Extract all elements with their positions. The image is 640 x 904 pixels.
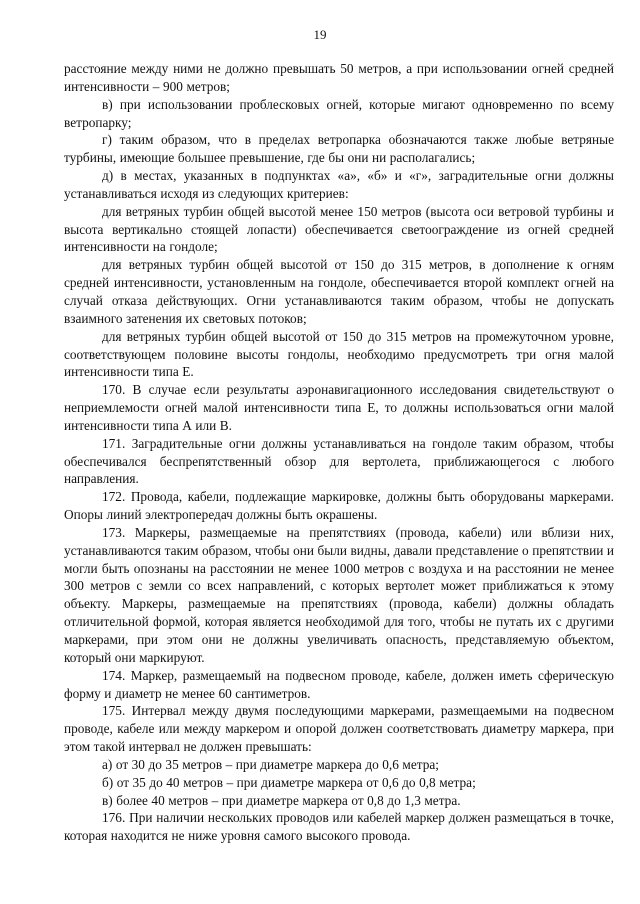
paragraph: расстояние между ними не должно превышать 50 метров, а при использовании огней средней интенсивности – 900 метров; — [64, 61, 614, 94]
list-item-a: а) от 30 до 35 метров – при диаметре маркера до 0,6 метра; — [102, 756, 439, 772]
paragraph-176: 176. При наличии нескольких проводов или кабелей маркер должен размещаться в точке, которая находится не ниже уровня самого высокого провода. — [64, 810, 614, 844]
paragraph-172: 172. Провода, кабели, подлежащие маркировке, должны быть оборудованы маркерами. Опоры линий электропередач должны быть окрашены. — [64, 489, 614, 523]
paragraph-171: 171. Заградительные огни должны устанавливаться на гондоле таким образом, чтобы обеспечивался беспрепятственный обзор для вертолета, приближающегося с любого направления. — [64, 435, 614, 487]
paragraph: для ветряных турбин общей высотой менее 150 метров (высота оси ветровой турбины и высота вертикально стоящей лопасти) обеспечивается светоограждение из огней средней интенсивности на гондоле; — [64, 203, 614, 255]
paragraph-173: 173. Маркеры, размещаемые на препятствиях (провода, кабели) или вблизи них, устанавливаются таким образом, чтобы они были видны, давали представление о препятствии и могли быть опознаны на расстоянии не менее 1000 метров с воздуха и на расстоянии не менее 300 метров с земли со всех направлений, с которых вертолет может приближаться к этому объекту. Маркеры, размещаемые на препятствиях (провода, кабели) должны обладать отличительной формой, которая является необходимой для того, чтобы не путать их с другими маркерами, при этом они не должны увеличивать опасность, представляемую объектом, который они маркируют. — [64, 524, 614, 665]
paragraph-170: 170. В случае если результаты аэронавигационного исследования свидетельствуют о неприемлемости огней малой интенсивности типа Е, то должны использоваться огни малой интенсивности типа А или В. — [64, 382, 614, 433]
paragraph-174: 174. Маркер, размещаемый на подвесном проводе, кабеле, должен иметь сферическую форму и диаметр не менее 60 сантиметров. — [64, 667, 614, 701]
paragraph: для ветряных турбин общей высотой от 150 до 315 метров на промежуточном уровне, соответствующем половине высоты гондолы, необходимо предусмотреть три огня малой интенсивности типа Е. — [64, 328, 614, 380]
paragraph-175: 175. Интервал между двумя последующими маркерами, размещаемыми на подвесном проводе, кабеле или между маркером и опорой должен соответствовать диаметру маркера, при этом такой интервал не должен превышать: — [64, 703, 614, 755]
list-item-b: б) от 35 до 40 метров – при диаметре маркера от 0,6 до 0,8 метра; — [102, 774, 476, 790]
list-item-c: в) более 40 метров – при диаметре маркера от 0,8 до 1,3 метра. — [102, 792, 461, 808]
paragraph: г) таким образом, что в пределах ветропарка обозначаются также любые ветряные турбины, имеющие большее превышение, где бы они ни располагались; — [64, 132, 614, 166]
paragraph: в) при использовании проблесковых огней, которые мигают одновременно по всему ветропарку; — [64, 96, 614, 130]
paragraph: д) в местах, указанных в подпунктах «а», «б» и «г», заградительные огни должны устанавливаться исходя из следующих критериев: — [64, 168, 614, 201]
page-number: 19 — [313, 27, 327, 42]
document-body — [64, 60, 614, 845]
paragraph: для ветряных турбин общей высотой от 150 до 315 метров, в дополнение к огням средней интенсивности, установленным на гондоле, обеспечивается второй комплект огней на случай отказа действующих. Огни устанавливаются таким образом, чтобы не допускать взаимного затенения их световых потоков; — [64, 257, 614, 326]
